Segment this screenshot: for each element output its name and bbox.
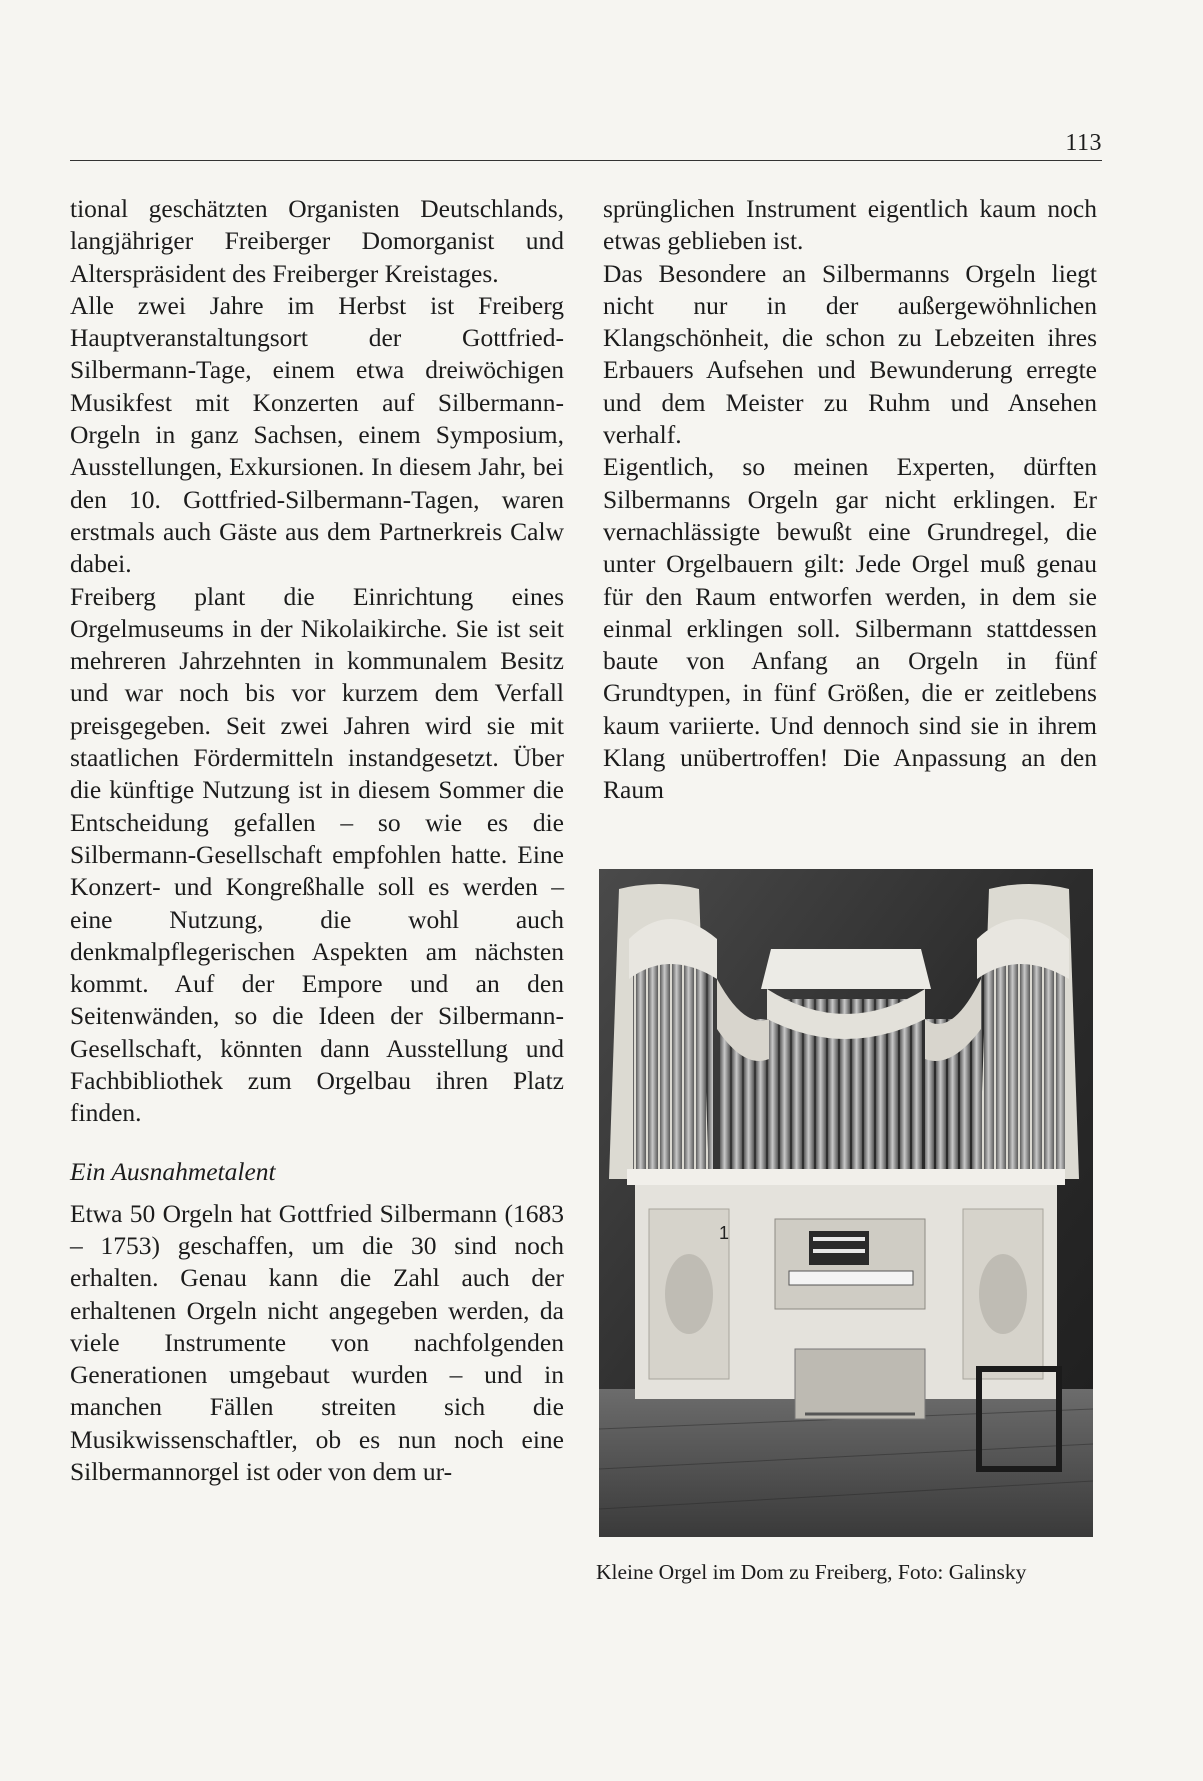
paragraph: Eigentlich, so meinen Experten, dürften Silbermanns Orgeln gar nicht erklingen. Er vernachlässigte bewußt eine Grundregel, die unter Orgelbauern gilt: Jede Orgel muß genau für den Raum entworfen werden, in dem sie einmal erklingen soll. Silbermann stattdessen baute von Anfang an Orgeln in fünf Grundtypen, in fünf Größen, die er zeitlebens kaum variierte. Und dennoch sind sie in ihrem Klang unübertroffen! Die Anpassung an den Raum: [603, 452, 1097, 805]
page-number: 113: [1065, 130, 1102, 156]
left-column: [70, 193, 564, 1488]
photo-label-digit: 1: [719, 1223, 730, 1243]
paragraph: Das Besondere an Silbermanns Orgeln liegt nicht nur in der außergewöhnlichen Klangschönheit, die schon zu Lebzeiten ihres Erbauers Aufsehen und Bewunderung erregte und dem Meister zu Ruhm und Ansehen verhalf.: [603, 258, 1097, 450]
paragraph: tional geschätzten Organisten Deutschlands, langjähriger Freiberger Domorganist und Alterspräsident des Freiberger Kreistages.: [70, 194, 564, 288]
organ-photo: [599, 869, 1093, 1537]
pedal-board: [795, 1349, 925, 1419]
paragraph: Etwa 50 Orgeln hat Gottfried Silbermann (1683 – 1753) geschaffen, um die 30 sind noch erhalten. Genau kann die Zahl auch der erhaltenen Orgeln nicht angegeben werden, da viele Instrumente von nachfolgenden Generationen umgebaut wurden – und in manchen Fällen streiten sich die Musikwissenschaftler, ob es nun noch eine Silbermannorgel ist oder von dem ur-: [70, 1198, 564, 1486]
paragraph: Freiberg plant die Einrichtung eines Orgelmuseums in der Nikolaikirche. Sie ist seit mehreren Jahrzehnten in kommunalem Besitz und war noch bis vor kurzem dem Verfall preisgegeben. Seit zwei Jahren wird sie mit staatlichen Fördermitteln instandgesetzt. Über die künftige Nutzung ist in diesem Sommer die Entscheidung gefallen – so wie es die Silbermann-Gesellschaft empfohlen hatte. Eine Konzert- und Kongreßhalle soll es werden – eine Nutzung, die wohl auch denkmalpflegerischen Aspekten am nächsten kommt. Auf der Empore und an den Seitenwänden, so die Ideen der Silbermann-Gesellschaft, könnten dann Ausstellung und Fachbibliothek zum Orgelbau ihren Platz finden.: [70, 581, 564, 1128]
figure-caption: Kleine Orgel im Dom zu Freiberg, Foto: Galinsky: [596, 1560, 1027, 1584]
paragraph: sprünglichen Instrument eigentlich kaum noch etwas geblieben ist.: [603, 194, 1097, 256]
header-rule: [70, 160, 1102, 161]
section-heading: Ein Ausnahmetalent: [70, 1156, 276, 1186]
right-column: [603, 193, 1097, 807]
paragraph: Alle zwei Jahre im Herbst ist Freiberg Hauptveranstaltungsort der Gottfried-Silbermann-Tage, einem etwa dreiwöchigen Musikfest mit Konzerten auf Silbermann-Orgeln in ganz Sachsen, einem Symposium, Ausstellungen, Exkursionen. In diesem Jahr, bei den 10. Gottfried-Silbermann-Tagen, waren erstmals auch Gäste aus dem Partnerkreis Calw dabei.: [70, 290, 564, 579]
